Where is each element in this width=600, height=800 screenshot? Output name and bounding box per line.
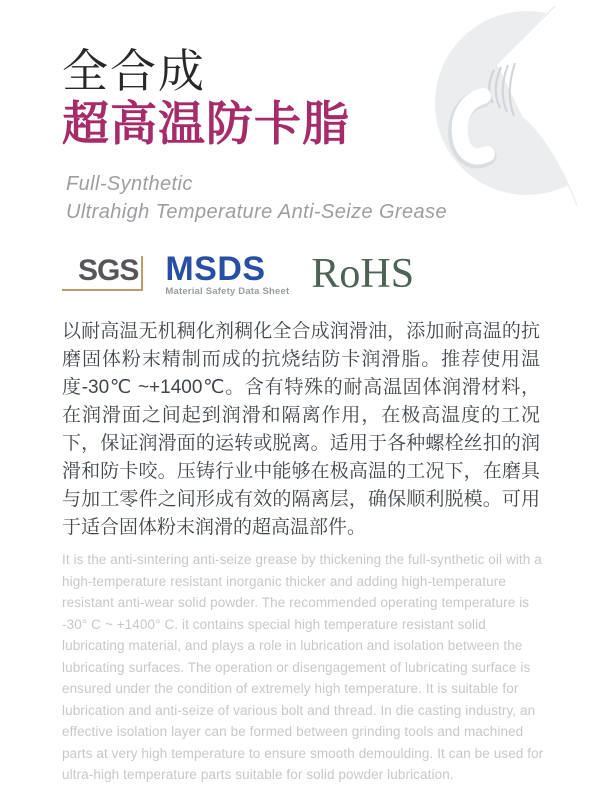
subtitle-english-line1: Full-Synthetic — [66, 173, 193, 195]
title-block — [62, 46, 350, 150]
msds-logo-text: MSDS — [165, 250, 266, 288]
page-title-line1: 全合成 — [62, 45, 206, 97]
msds-logo-subtext: Material Safety Data Sheet — [165, 286, 290, 297]
description-paragraph-english: It is the anti-sintering anti-seize grease by thickening the full-synthetic oil with a high-temperature resistant inorganic thicker and adding high-temperature resistant anti-wear solid powder. The recommended operating temperature is -30° C ~ +1400° C. it contains special high temperature resistant solid lubricating material, and plays a role in lubrication and isolation between the lubricating surfaces. The operation or disengagement of lubricating surface is ensured under the condition of extremely high temperature. It is suitable for lubrication and anti-seize of various bolt and thread. In die casting industry, an effective isolation layer can be formed between grinding tools and machined parts at very high temperature to ensure smooth demoulding. It can be used for ultra-high temperature parts suitable for solid powder lubrication. — [62, 552, 544, 782]
description-paragraph-chinese: 以耐高温无机稠化剂稠化全合成润滑油，添加耐高温的抗磨固体粉末精制而成的抗烧结防卡润滑脂。推荐使用温度-30℃ ~+1400℃。含有特殊的耐高温固体润滑材料，在润滑面之间起到润滑和隔离作用，在极高温度的工况下，保证润滑面的运转或脱离。适用于各种螺栓丝扣的润滑和防卡咬。压铸行业中能够在极高温的工况下，在磨具与加工零件之间形成有效的隔离层，确保顺利脱模。可用于适合固体粉末润滑的超高温部件。 — [62, 321, 540, 538]
subtitle-block — [66, 170, 447, 226]
page-title-line2: 超高温防卡脂 — [62, 97, 350, 150]
product-photo — [430, 6, 600, 206]
sgs-logo — [62, 256, 143, 291]
sgs-logo-text: SGS — [78, 254, 139, 287]
certification-logos-row — [62, 252, 414, 297]
rohs-logo — [311, 251, 415, 297]
subtitle-english-line2: Ultrahigh Temperature Anti-Seize Grease — [66, 201, 447, 223]
rohs-logo-text: RoHS — [311, 251, 415, 297]
msds-logo — [165, 250, 290, 297]
